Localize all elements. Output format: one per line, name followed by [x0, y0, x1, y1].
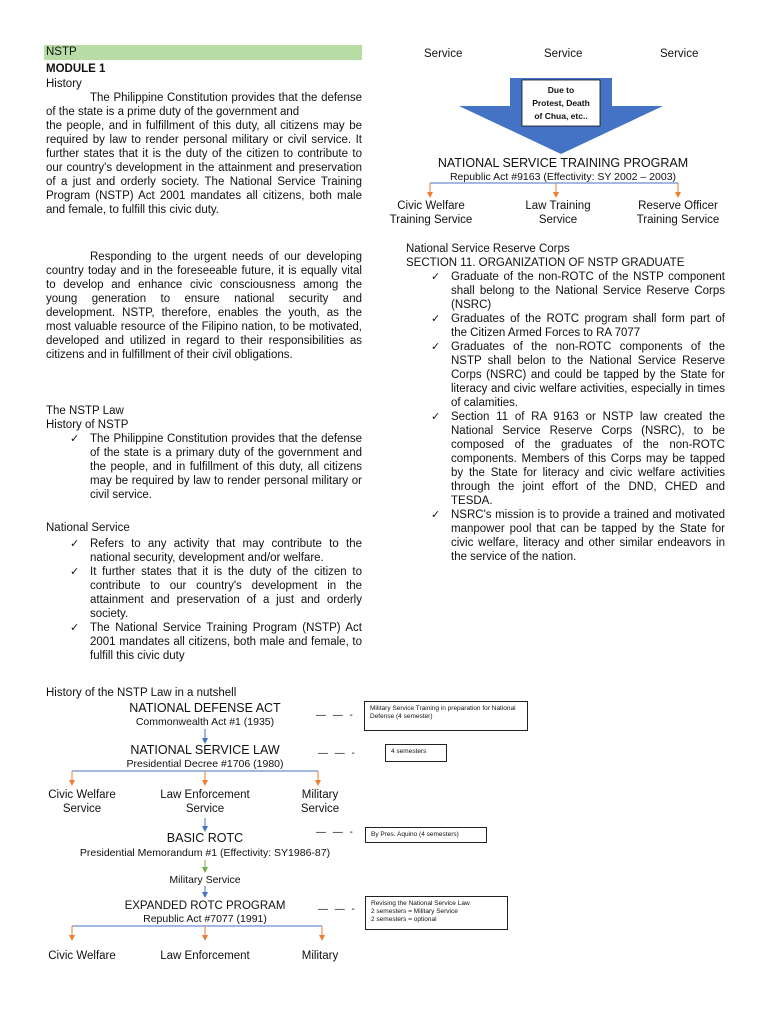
basic-rotc-military: Military Service [169, 874, 241, 886]
nsl-note-box [385, 744, 447, 762]
erotc-note-box: Revising the National Service Law 2 semesters = Military Service 2 semesters = optional [365, 896, 508, 930]
nda-title: NATIONAL DEFENSE ACT [129, 701, 281, 715]
history-paragraph-1-first: The Philippine Constitution provides that the defense of the state is a prime duty of the government and [46, 92, 362, 118]
list-item: ✓ Graduates of the non-ROTC components of the NSTP shall belon to the National Service Reserve Corps (NSRC) and could be tapped by the State for literacy and civic welfare activities, especially in times of calamities. [431, 341, 725, 409]
nstp-branch-civic: Civic Welfare Training Service [389, 200, 473, 226]
history-paragraph-2: Responding to the urgent needs of our developing country today and in the foreseeable future, it is equally vital to develop and enhance civic consciousness among the young generation to ensure national security and development. NSTP, therefore, enables the youth, as the most valuable resource of the Filipino nation, to be motivated, developed and utilized in regard to their responsibilities as citizens and in fulfillment of their civil obligations. [46, 251, 362, 361]
nstp-title: NATIONAL SERVICE TRAINING PROGRAM [437, 156, 689, 170]
nsl-branch-military: Military Service [300, 789, 340, 815]
nsl-branch-civic: Civic Welfare Service [48, 789, 116, 815]
nsl-title: NATIONAL SERVICE LAW [130, 743, 280, 757]
checkmark-icon: ✓ [70, 433, 80, 445]
nstp-subtitle: Republic Act #9163 (Effectivity: SY 2002 – 2003) [449, 171, 677, 183]
erotc-branch-military: Military [301, 950, 339, 962]
top-service-1: Service [424, 48, 463, 60]
erotc-branch-civic: Civic Welfare [48, 950, 116, 962]
checkmark-icon: ✓ [431, 271, 441, 283]
dash-connector: — — - [316, 710, 355, 721]
nda-note: Military Service Training in preparation for National Defense (4 semester) [370, 705, 516, 720]
header-band-label: NSTP [46, 46, 77, 58]
rotc-note-box [365, 827, 487, 843]
basic-rotc-title: BASIC ROTC [166, 831, 244, 845]
module-title: MODULE 1 [46, 63, 106, 75]
checkmark-icon: ✓ [431, 341, 441, 353]
checkmark-icon: ✓ [431, 313, 441, 325]
list-item: ✓ NSRC's mission is to provide a trained and motivated manpower pool that can be tapped by the State for civic welfare, literacy and other similar endeavors in the service of the nation. [431, 509, 725, 563]
nsl-note: 4 semesters [391, 748, 427, 755]
erotc-branch-law: Law Enforcement [160, 950, 250, 962]
checkmark-icon: ✓ [70, 566, 80, 578]
rotc-note: By Pres. Aquino (4 semesters) [371, 831, 459, 838]
section-11-heading: SECTION 11. ORGANIZATION OF NSTP GRADUATE [406, 257, 685, 269]
nstp-law-heading: The NSTP Law [46, 405, 124, 417]
history-paragraph-1-rest: the people, and in fulfillment of this duty, all citizens may be required by law to render personal military or civil service. It further states that it is the duty of the citizen to contribute to our country's development in the attainment and preservation of a just and orderly society. The National Service Training Program (NSTP) Act 2001 mandates all citizens, both male and female, to fulfill this civic duty. [46, 120, 362, 216]
list-item: ✓ Graduate of the non-ROTC of the NSTP component shall belong to the National Service Reserve Corps (NSRC) [431, 271, 725, 311]
nutshell-heading: History of the NSTP Law in a nutshell [46, 687, 237, 699]
list-item: ✓ Refers to any activity that may contribute to the national security, development and/or welfare. [70, 538, 362, 564]
list-item: ✓ The Philippine Constitution provides that the defense of the state is a primary duty of the government and the people, and in fulfillment of this duty, all citizens may be required by law to render personal military or civil service. [70, 433, 362, 501]
history-heading: History [46, 78, 82, 90]
list-item: ✓ The National Service Training Program (NSTP) Act 2001 mandates all citizens, both male and female, to fulfill this civic duty [70, 622, 362, 662]
nsl-branch-law: Law Enforcement Service [160, 789, 250, 815]
national-service-heading: National Service [46, 522, 130, 534]
dash-connector: — — - [316, 827, 355, 838]
section-11-list [431, 270, 725, 564]
dash-connector: — — - [318, 748, 357, 759]
checkmark-icon: ✓ [431, 411, 441, 423]
list-item: ✓ Graduates of the ROTC program shall form part of the Citizen Armed Forces to RA 7077 [431, 313, 725, 339]
nstp-branch-law: Law Training Service [525, 200, 591, 226]
arrow-text: Due to Protest, Death of Chua, etc.. [532, 85, 590, 121]
top-service-3: Service [660, 48, 699, 60]
history-of-nstp-heading: History of NSTP [46, 419, 129, 431]
expanded-rotc-subtitle: Republic Act #7077 (1991) [143, 913, 267, 925]
nsl-subtitle: Presidential Decree #1706 (1980) [126, 758, 284, 770]
checkmark-icon: ✓ [431, 509, 441, 521]
basic-rotc-subtitle: Presidential Memorandum #1 (Effectivity: SY1986-87) [79, 847, 331, 859]
nsrc-heading: National Service Reserve Corps [406, 243, 570, 255]
dash-connector: — — - [318, 904, 357, 915]
nstp-branch-rotc: Reserve Officer Training Service [636, 200, 720, 226]
top-service-2: Service [544, 48, 583, 60]
list-item: ✓ Section 11 of RA 9163 or NSTP law created the National Service Reserve Corps (NSRC), to be composed of the graduates of the non-ROTC components. Members of this Corps may be tapped by the State for literacy and civic welfare activities through the joint effort of the DND, CHED and TESDA. [431, 411, 725, 507]
list-item: ✓ It further states that it is the duty of the citizen to contribute to our country's development in the attainment and preservation of a just and orderly society. [70, 566, 362, 620]
nda-note-box [364, 701, 528, 731]
checkmark-icon: ✓ [70, 622, 80, 634]
expanded-rotc-title: EXPANDED ROTC PROGRAM [124, 900, 286, 912]
nda-subtitle: Commonwealth Act #1 (1935) [135, 716, 275, 728]
checkmark-icon: ✓ [70, 538, 80, 550]
